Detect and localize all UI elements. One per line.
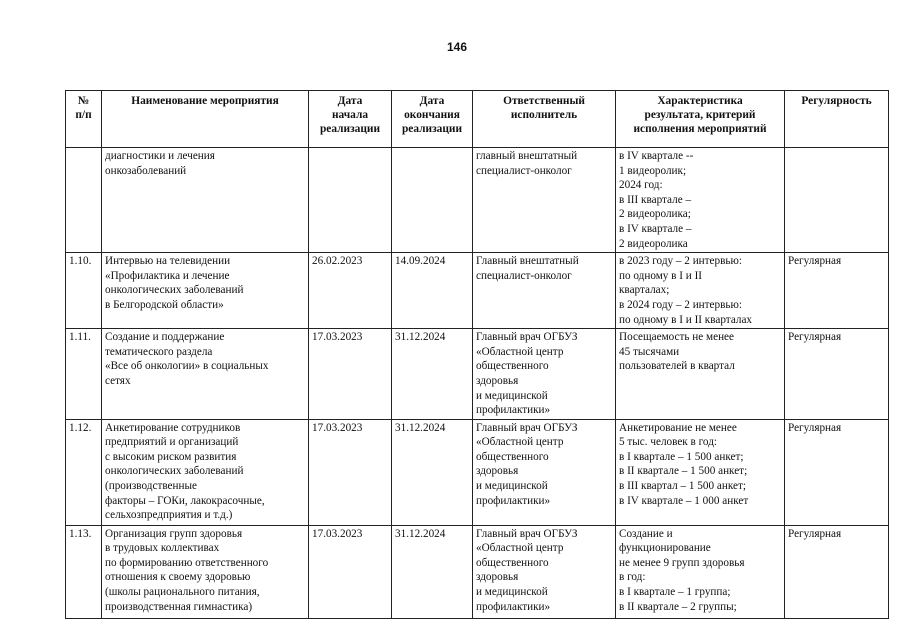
event-name: Интервью на телевидении «Профилактика и лечение онкологических заболеваний в Белгородской области»	[102, 253, 309, 329]
result-criteria: Создание и функционирование не менее 9 групп здоровья в год: в I квартале – 1 группа; в II квартале – 2 группы;	[616, 525, 785, 618]
table-row	[66, 419, 889, 525]
regularity	[785, 148, 889, 253]
row-number	[66, 148, 102, 253]
header-num: № п/п	[66, 91, 102, 148]
regularity: Регулярная	[785, 253, 889, 329]
end-date: 31.12.2024	[392, 525, 473, 618]
end-date: 14.09.2024	[392, 253, 473, 329]
end-date: 31.12.2024	[392, 419, 473, 525]
table-row	[66, 148, 889, 253]
start-date: 17.03.2023	[309, 419, 392, 525]
header-name: Наименование мероприятия	[102, 91, 309, 148]
event-name: Создание и поддержание тематического раздела «Все об онкологии» в социальных сетях	[102, 329, 309, 420]
start-date: 26.02.2023	[309, 253, 392, 329]
table-header-row	[66, 91, 889, 148]
header-regularity: Регулярность	[785, 91, 889, 148]
start-date: 17.03.2023	[309, 525, 392, 618]
responsible: Главный врач ОГБУЗ «Областной центр общественного здоровья и медицинской профилактики»	[473, 525, 616, 618]
row-number: 1.11.	[66, 329, 102, 420]
responsible: главный внештатный специалист-онколог	[473, 148, 616, 253]
table-row	[66, 253, 889, 329]
result-criteria: в IV квартале -- 1 видеоролик; 2024 год: в III квартале – 2 видеоролика; в IV квартале – 2 видеоролика	[616, 148, 785, 253]
responsible: Главный врач ОГБУЗ «Областной центр общественного здоровья и медицинской профилактики»	[473, 419, 616, 525]
header-start-date: Дата начала реализации	[309, 91, 392, 148]
row-number: 1.13.	[66, 525, 102, 618]
result-criteria: Посещаемость не менее 45 тысячами пользователей в квартал	[616, 329, 785, 420]
result-criteria: Анкетирование не менее 5 тыс. человек в год: в I квартале – 1 500 анкет; в II квартале – 1 500 анкет; в III квартал – 1 500 анкет; в IV квартале – 1 000 анкет	[616, 419, 785, 525]
row-number: 1.12.	[66, 419, 102, 525]
end-date: 31.12.2024	[392, 329, 473, 420]
start-date	[309, 148, 392, 253]
row-number: 1.10.	[66, 253, 102, 329]
regularity: Регулярная	[785, 419, 889, 525]
responsible: Главный врач ОГБУЗ «Областной центр общественного здоровья и медицинской профилактики»	[473, 329, 616, 420]
regularity: Регулярная	[785, 329, 889, 420]
event-name: Организация групп здоровья в трудовых коллективах по формированию ответственного отношения к своему здоровью (школы рационального питания, производственная гимнастика)	[102, 525, 309, 618]
result-criteria: в 2023 году – 2 интервью: по одному в I и II кварталах; в 2024 году – 2 интервью: по одному в I и II кварталах	[616, 253, 785, 329]
regularity: Регулярная	[785, 525, 889, 618]
event-name: диагностики и лечения онкозаболеваний	[102, 148, 309, 253]
start-date: 17.03.2023	[309, 329, 392, 420]
header-responsible: Ответственный исполнитель	[473, 91, 616, 148]
events-table	[65, 90, 889, 619]
table-row	[66, 525, 889, 618]
responsible: Главный внештатный специалист-онколог	[473, 253, 616, 329]
page-number: 146	[446, 40, 468, 54]
event-name: Анкетирование сотрудников предприятий и организаций с высоким риском развития онкологических заболеваний (производственные факторы – ГОКи, лакокрасочные, сельхозпредприятия и т.д.)	[102, 419, 309, 525]
end-date	[392, 148, 473, 253]
header-end-date: Дата окончания реализации	[392, 91, 473, 148]
header-result: Характеристика результата, критерий исполнения мероприятий	[616, 91, 785, 148]
table-row	[66, 329, 889, 420]
